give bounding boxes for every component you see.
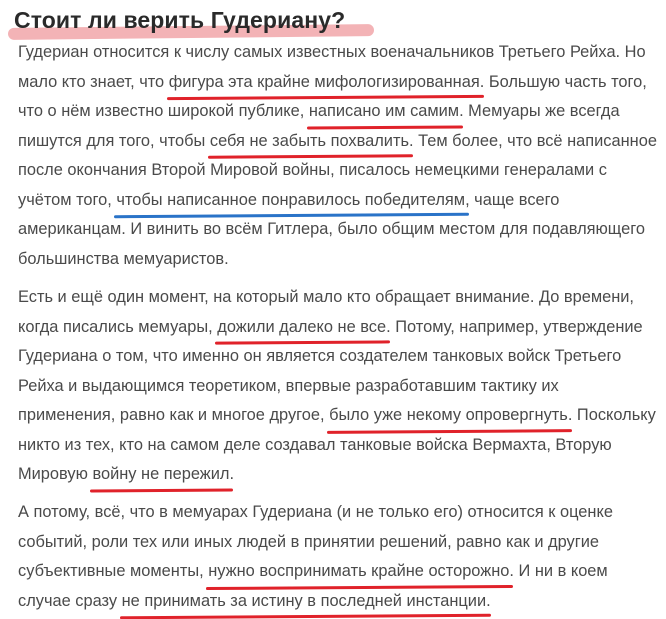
- text-segment: А потому, всё, что в мемуарах Гудериана (и не только его) относится к оценке событий, роли тех или иных людей в принятии решений, равно как и другие субъективные моменты,: [18, 503, 613, 580]
- red-underlined-phrase: фигура эта крайне мифологизированная: [169, 68, 480, 98]
- paragraph-1: [18, 38, 658, 274]
- text-segment: Гудериан относится к числу самых известных военачальников Третьего Рейха. Но мало кто знает, что: [18, 43, 646, 91]
- text-segment: . Поскольку никто из тех, кто на самом деле создавал танковые войска Вермахта, Вторую Мировую: [18, 406, 656, 483]
- red-underlined-phrase: себя не забыть похвалить: [210, 127, 409, 157]
- text-segment: , чаще всего американцам. И винить во всём Гитлера, было общим местом для подавляющего большинства мемуаристов.: [18, 190, 645, 268]
- paragraph-2: [18, 283, 658, 490]
- red-underlined-phrase: не принимать за истину в последней инстанции: [122, 587, 487, 617]
- paragraph-3: [18, 498, 658, 616]
- text-segment: . Мемуары же всегда пишутся для того, чтобы: [18, 102, 620, 150]
- red-underlined-phrase: написано им самим: [309, 97, 459, 127]
- article-title: Стоит ли верить Гудериану?: [14, 7, 346, 33]
- text-segment: . И ни в коем случае сразу: [18, 562, 608, 610]
- text-segment: . Тем более, что всё написанное после окончания Второй Мировой войны, писалось немецкими генералами с учётом того,: [18, 131, 657, 209]
- text-segment: .: [486, 591, 491, 610]
- red-underlined-phrase: дожили далеко не все: [217, 313, 386, 343]
- blue-underlined-phrase: чтобы написанное понравилось победителям: [116, 186, 465, 216]
- red-underlined-phrase: было уже некому опровергнуть: [329, 401, 568, 431]
- red-underlined-phrase: войну не пережил: [92, 460, 229, 490]
- red-underlined-phrase: нужно воспринимать крайне осторожно: [208, 557, 509, 587]
- text-segment: . Большую часть того, что о нём известно широкой публике,: [18, 72, 647, 120]
- text-segment: Есть и ещё один момент, на который мало кто обращает внимание. До времени, когда писались мемуары,: [18, 288, 634, 336]
- text-segment: . Потому, например, утверждение Гудериана о том, что именно он является создателем танковых войск Третьего Рейха и выдающимся теоретиком, впервые разработавшим тактику их применения, равно как и многое другое,: [18, 317, 643, 424]
- title-block: [14, 2, 374, 42]
- text-segment: .: [229, 465, 235, 483]
